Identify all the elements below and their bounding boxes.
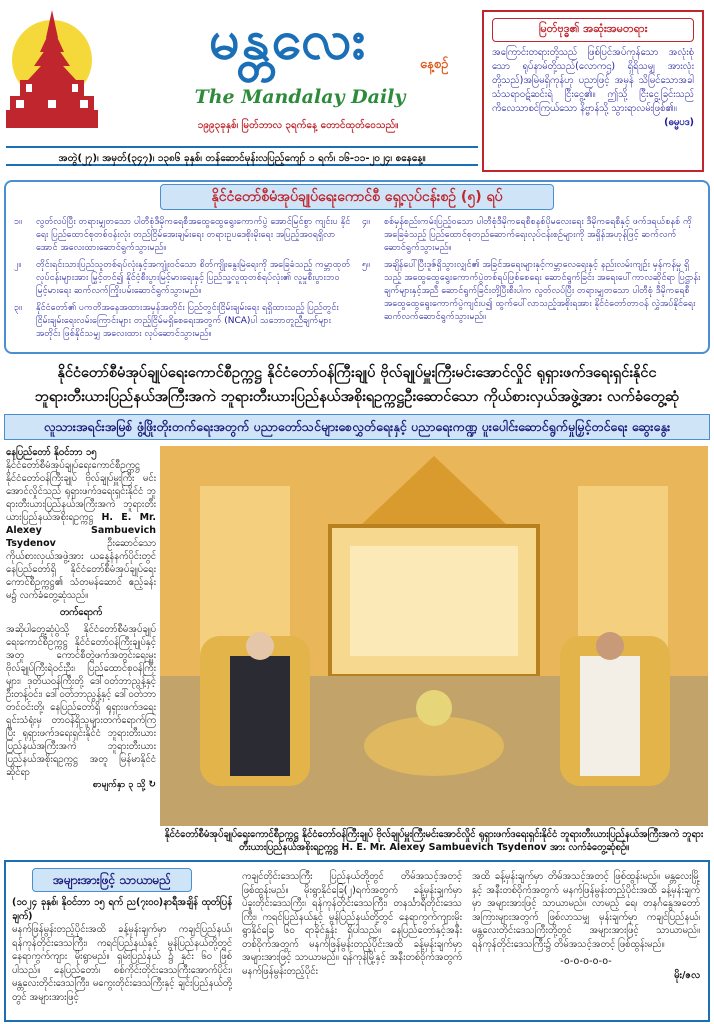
weather-paragraph: ကချင်တိုင်းဒေသကြီး ပြည်နယ်တို့တွင် တိမ်အသင့်အတင့် ဖြစ်ထွန်းမည်။ မိုးရွာနိုင်ခြေ(၂)ရက်အတွက် ခန့်မှန်းချက်မှာ ပဲခူးတိုင်းဒေသကြီး၊ ရန်ကုန်တိုင်းဒေသကြီး၊ တနင်္သာရီတိုင်းဒေသကြီး၊ ကရင်ပြည်နယ်နှင့် မွန်ပြည်နယ်တို့တွင် နေရာကွက်ကျားမိုး ရွာနိုင်ခြေ ၆၀ ရာခိုင်နှုန်း ရှိပါသည်။ နေပြည်တော်နှင့်အနီးတစ်ဝိုက်အတွက် မနက်ဖြန်မွန်းတည့်ပိုင်းအထိ ခန့်မှန်းချက်မှာ အများအားဖြင့် သာယာမည်။ ရန်ကုန်မြို့နှင့် အနီးတစ်ဝိုက်အတွက် မနက်ဖြန်မွန်းတည့်ပိုင်း bbox=[242, 871, 462, 977]
story-guest-name: H. E. Mr. Alexey Sambuevich Tsydenov bbox=[6, 512, 156, 549]
masthead-daily-label: နေ့စဉ် bbox=[420, 57, 449, 72]
story-dateline: နေပြည်တော် နိုဝင်ဘာ ၁၅ bbox=[6, 447, 97, 458]
buddha-teaching-box bbox=[482, 10, 704, 172]
objectives-left-column bbox=[14, 216, 354, 345]
objective-item: ၄။ စစ်မှန်စည်းကမ်းပြည့်ဝသော ပါတီစုံဒီမိုကရေစီစနစ်ပိုမလေးရေး ဒီမိုကရေစီနှင့် ဖက်ဒရယ်စနစ် ကို အခြေခံသည့် ပြည်ထောင်စုတည်ဆောက်ရေးလုပ်ငန်းစဉ်များကို အရှိန်အဟုန်ဖြင့် ဆက်လက် ဆောင်ရွက်သွားမည်။ bbox=[362, 217, 692, 253]
story-continued[interactable]: စာမျက်နှာ ၃ သို့ ↻ bbox=[92, 780, 156, 790]
weather-end-mark: -o-o-o-o-o- bbox=[560, 956, 612, 967]
subheadline: လူသားအရင်းအမြစ် ဖွံ့ဖြိုးတိုးတက်ရေးအတွက် ပညာတော်သင်များစေလွှတ်ရေးနှင့် ပညာရေးကဏ္ဍ ပူးပေါင်းဆောင်ရွက်မှုမြှင့်တင်ရေး ဆွေးနွေး bbox=[4, 414, 710, 440]
weather-paragraph: မနက်ဖြန်မွန်းတည့်ပိုင်းအထိ ခန့်မှန်းချက်မှာ ကချင်ပြည်နယ်၊ ရန်ကုန်တိုင်းဒေသကြီး၊ ကရင်ပြည်နယ်နှင့် မွန်ပြည်နယ်တို့တွင် နေရာကွက်ကျား မိုးရွာမည်။ ရှမ်းပြည်နယ် ၌ နှင်း ၆၀ ဖြစ်ပါသည်။ နေပြည်တော်၊ စစ်ကိုင်းတိုင်းဒေသကြီးအောက်ပိုင်း၊ မန္တလေးတိုင်းဒေသကြီး၊ မကွေးတိုင်းဒေသကြီးနှင့် ချင်းပြည်နယ်တို့တွင် အများအားဖြင့် bbox=[12, 924, 232, 1003]
teaching-heading: မြတ်ဗုဒ္ဓ၏ အဆုံးအမတရား bbox=[492, 18, 694, 42]
weather-signature: မိုး/ဇလ bbox=[674, 969, 700, 981]
objective-item: ၅။ အချိန်ပေါ်ပြီးဒူဇ်ရှိသွားလျှင်၏ အခြင်အရေးများနှင့်ကမ္ဘာလေရေးနှင့် နည်းလမ်းကျဉ်း မှန်ကန်မှု ရှိသည့် အထွေထွေရွေးကောက်ပွဲတစ်ရပ်ဖြစ်စေရေး ဆောင်ရွက်ခြင်း အရေးပေါ်ကာလဆိုင်ရာ ပြဋ္ဌာန်းချက်များနှင့်အညီ ဆောင်ရွက်ခြင်းတို့ပြီးစီးပါက လွတ်လပ်ပြီး တရားမျှတသော ပါတီစုံ ဒီမိုကရေစီ အထွေထွေရွေးကောက်ပွဲကျင်းပ၍ ထွက်ပေါ်လာသည့်အစိုးရအား နိုင်ငံတော်တာဝန် လွှဲအပ်နိုင်ရေး ဆက်လက်ဆောင်ရွက်သွားမည်။ bbox=[362, 260, 701, 322]
meeting-photo bbox=[160, 446, 708, 826]
masthead-english-name: The Mandalay Daily bbox=[194, 86, 406, 108]
dateline: အတွဲ(၂၇)၊ အမှတ်(၃၄၇)၊ ၁၃၈၆ ခုနှစ်၊ တန်ဆောင်မုန်းလပြည့်ကျော် ၁ ရက်၊ ၁၆-၁၁-၂၀၂၄၊ စနေနေ့။ bbox=[6, 146, 478, 166]
headline-line-2: ဘူရားတီးယားပြည်နယ်အကြီးအကဲ ဘူရားတီးယားပြည်နယ်အစိုးရဥက္ကဋ္ဌဦးဆောင်သော ကိုယ်စားလှယ်အဖွဲ့အား လက်ခံတွေ့ဆုံ bbox=[35, 389, 679, 405]
story-paragraph: နိုင်ငံတော်စီမံအုပ်ချုပ်ရေးကောင်စီဥက္ကဋ္ဌ နိုင်ငံတော်ဝန်ကြီးချုပ် ဗိုလ်ချုပ်မှူးကြီး မင်းအောင်လှိုင်သည် ရုရှားဖက်ဒရေးရှင်းနိုင်ငံ ဘူရားတီးယားပြည်နယ်အကြီးအကဲ ဘူရားတီးယားပြည်နယ်အစိုးရဥက္ကဋ္ဌ bbox=[6, 460, 156, 523]
weather-title: အများအားဖြင့် သာယာမည် bbox=[32, 868, 192, 892]
story-paragraph: အဆိုပါတွေ့ဆုံပွဲသို့ နိုင်ငံတော်စီမံအုပ်ချုပ်ရေးကောင်စီဥက္ကဋ္ဌ နိုင်ငံတော်ဝန်ကြီးချုပ်နှင့်အတူ ကောင်စီတွဲဖက်အတွင်းရေးမှူး ဗိုလ်ချုပ်ကြီးရဲဝင်းဦး၊ ပြည်ထောင်စုဝန်ကြီးများ၊ ဒုတိယဝန်ကြီးတို့ ဒေါ်ဝတ်ဘာညွန့်နှင့် ဦးတန့်ဝင်း၊ ဒေါ်ဝတ်ဘာညွန့်နှင့် ဒေါ်ဝတ်ဘာတင်ဝင်းတို့၊ နေပြည်တော်ရှိ ရုရှားဖက်ဒရေးရှင်းသံရုံးမှ တာဝန်ရှိသူများတက်ရောက်ကြပြီး ရုရှားဖက်ဒရေးရှင်းနိုင်ငံ ဘူရားတီးယားပြည်နယ်အကြီးအကဲ ဘူရားတီးယားပြည်နယ်အစိုးရဥက္ကဋ္ဌ အတူ မြန်မာနိုင်ငံဆိုင်ရာ bbox=[6, 624, 157, 778]
objectives-title: နိုင်ငံတော်စီမံအုပ်ချုပ်ရေးကောင်စီ ရှေ့လုပ်ငန်းစဉ် (၅) ရပ် bbox=[160, 184, 554, 210]
story-paragraph: ဦးဆောင်သော ကိုယ်စားလှယ်အဖွဲ့အား ယနေ့နံနက်ပိုင်းတွင် နေပြည်တော်ရှိ နိုင်ငံတော်စီမံအုပ်ချုပ်ရေးကောင်စီဥက္ကဋ္ဌ၏ သံတမန်ဆောင် ဧည့်ခန်းမ၌ လက်ခံတွေ့ဆုံသည်။ bbox=[6, 538, 156, 601]
headline-line-1: နိုင်ငံတော်စီမံအုပ်ချုပ်ရေးကောင်စီဥက္ကဋ္ဌ နိုင်ငံတော်ဝန်ကြီးချုပ် ဗိုလ်ချုပ်မှူးကြီးမင်းအောင်လှိုင် ရုရှားဖက်ဒရေးရှင်းနိုင်င bbox=[57, 365, 657, 381]
teaching-source: (ဓမ္မပဒ) bbox=[664, 117, 694, 128]
weather-column-2 bbox=[242, 870, 462, 978]
story-column bbox=[6, 446, 156, 848]
objective-item: ၁။ လွတ်လပ်ပြီး တရားမျှတသော ပါတီစုံဒီမိုကရေစီအထွေထွေရွေးကောက်ပွဲ အောင်မြင်စွာ ကျင်းပ နိုင်ရေး ပြည်ထောင်စုတစ်ဝန်းလုံး တည်ငြိမ်အေးချမ်းရေး တရားဥပဒေစိုးမိုးရေး အပြည့်အဝရရှိလာ အောင် အလေးထားဆောင်ရွက်သွားမည်။ bbox=[14, 217, 351, 253]
objective-item: ၂။ တိုင်းရင်းသားပြည်သူတစ်ရပ်လုံးနှင့်အကျုံးဝင်သော စိတ်ကျိုးနွေးမြဲရေးကို အခြေခံသည့် ကမ္ဘာထုတ် လုပ်ငန်းများအား မြှင့်တင်၍ နိုင်ငံ့စီးပွားမြင့်မားရေးနှင့် ပြည်သူ့လူထုတစ်ရပ်လုံး၏ လူမှုစီးပွားဘဝ မြင့်မားရေး ဆက်လက်ကြိုးပမ်းဆောင်ရွက်သွားမည်။ bbox=[14, 260, 351, 296]
masthead-motto: ၁၉၉၃ခုနှစ်၊ မြတ်ဘာလ ၃ရက်နေ့ တောင်ထုတ်ဝေသည်။ bbox=[197, 120, 399, 131]
weather-issue-date: (၁၀၂၄ ခုနှစ်၊ နိုဝင်ဘာ ၁၅ ရက် ည(၇း၀၀)နာရီအချိန် ထုတ်ပြန်ချက်) bbox=[12, 897, 232, 922]
story-section-heading: တက်ရောက် bbox=[59, 607, 103, 618]
newspaper-logo bbox=[6, 8, 98, 132]
weather-column-3 bbox=[472, 870, 700, 982]
weather-column-1 bbox=[12, 896, 232, 1004]
objective-item: ၃။ နိုင်ငံတော်၏ ပကတိအနေအထားအမှန်အတိုင်း ပြည်တွင်းငြိမ်းချမ်းရေး ရရှိထားသည့် ပြည်တွင်း ငြိမ်းချမ်းရေးလမ်းကြောင်းများ တည့်ငြိမ်မရှိစေရေးအတွက် (NCA)ပါ သဘောတူညီချက်များအတိုင်း ဖြစ်နိုင်သမျှ အလေးထား လုပ်ဆောင်သွားမည်။ bbox=[14, 303, 339, 339]
photo-caption: နိုင်ငံတော်စီမံအုပ်ချုပ်ရေးကောင်စီဥက္ကဋ္ဌ နိုင်ငံတော်ဝန်ကြီးချုပ် ဗိုလ်ချုပ်မှူးကြီးမင်းအောင်လှိုင် ရုရှားဖက်ဒရေးရှင်းနိုင်ငံ ဘူရားတီးယားပြည်နယ်အကြီးအကဲ ဘူရားတီးယားပြည်နယ်အစိုးရဥက္ကဋ္ဌ H. E. Mr. Alexey Sambuevich Tsydenov အား လက်ခံတွေ့ဆုံစဉ်။ bbox=[164, 829, 704, 853]
weather-paragraph: အထိ ခန့်မှန်းချက်မှာ တိမ်အသင့်အတင့် ဖြစ်ထွန်းမည်။ မန္တလေးမြို့နှင့် အနီးတစ်ဝိုက်အတွက် မနက်ဖြန်မွန်းတည့်ပိုင်းအထိ ခန့်မှန်းချက်မှာ အများအားဖြင့် သာယာမည်။ လာမည့် ရေ၊ တနင်္ဂနွေအတော်အကြားများအတွက် ဖြစ်လာသမျှ မှန်းချက်မှာ ကချင်ပြည်နယ်၊ မန္တလေးတိုင်းဒေသကြီးတို့တွင် အများအားဖြင့် သာယာမည်။ ရန်ကုန်တိုင်းဒေသကြီး၌ တိမ်အသင့်အတင့် ဖြစ်ထွန်းမည်။ bbox=[472, 871, 700, 950]
masthead-title: မန္တလေး bbox=[208, 8, 368, 71]
teaching-text: အကြောင်းတရားတို့သည် ဖြစ်ပြင်အပ်ကုန်သော အလုံးစုံသော ရုပ်နာမ်တို့သည်(လောကဌ) ရှိရိသမျှ အားလုံးတို့သည်)အမြဲမရှိကုန်ဟု ပညာဖြင့် အမှန် သိမြင်သောအခါ သံသရာဝဋ်ဆင်းရဲ ငြီးငွေ့၏။ ဤသို့ ငြီးငွေ့ခြင်းသည် ကိလေသာစင်ကြယ်သော နိဗ္ဗာန်သို့ သွားရာလမ်းဖြစ်၏။ bbox=[492, 47, 694, 114]
objectives-right-column bbox=[362, 216, 702, 328]
